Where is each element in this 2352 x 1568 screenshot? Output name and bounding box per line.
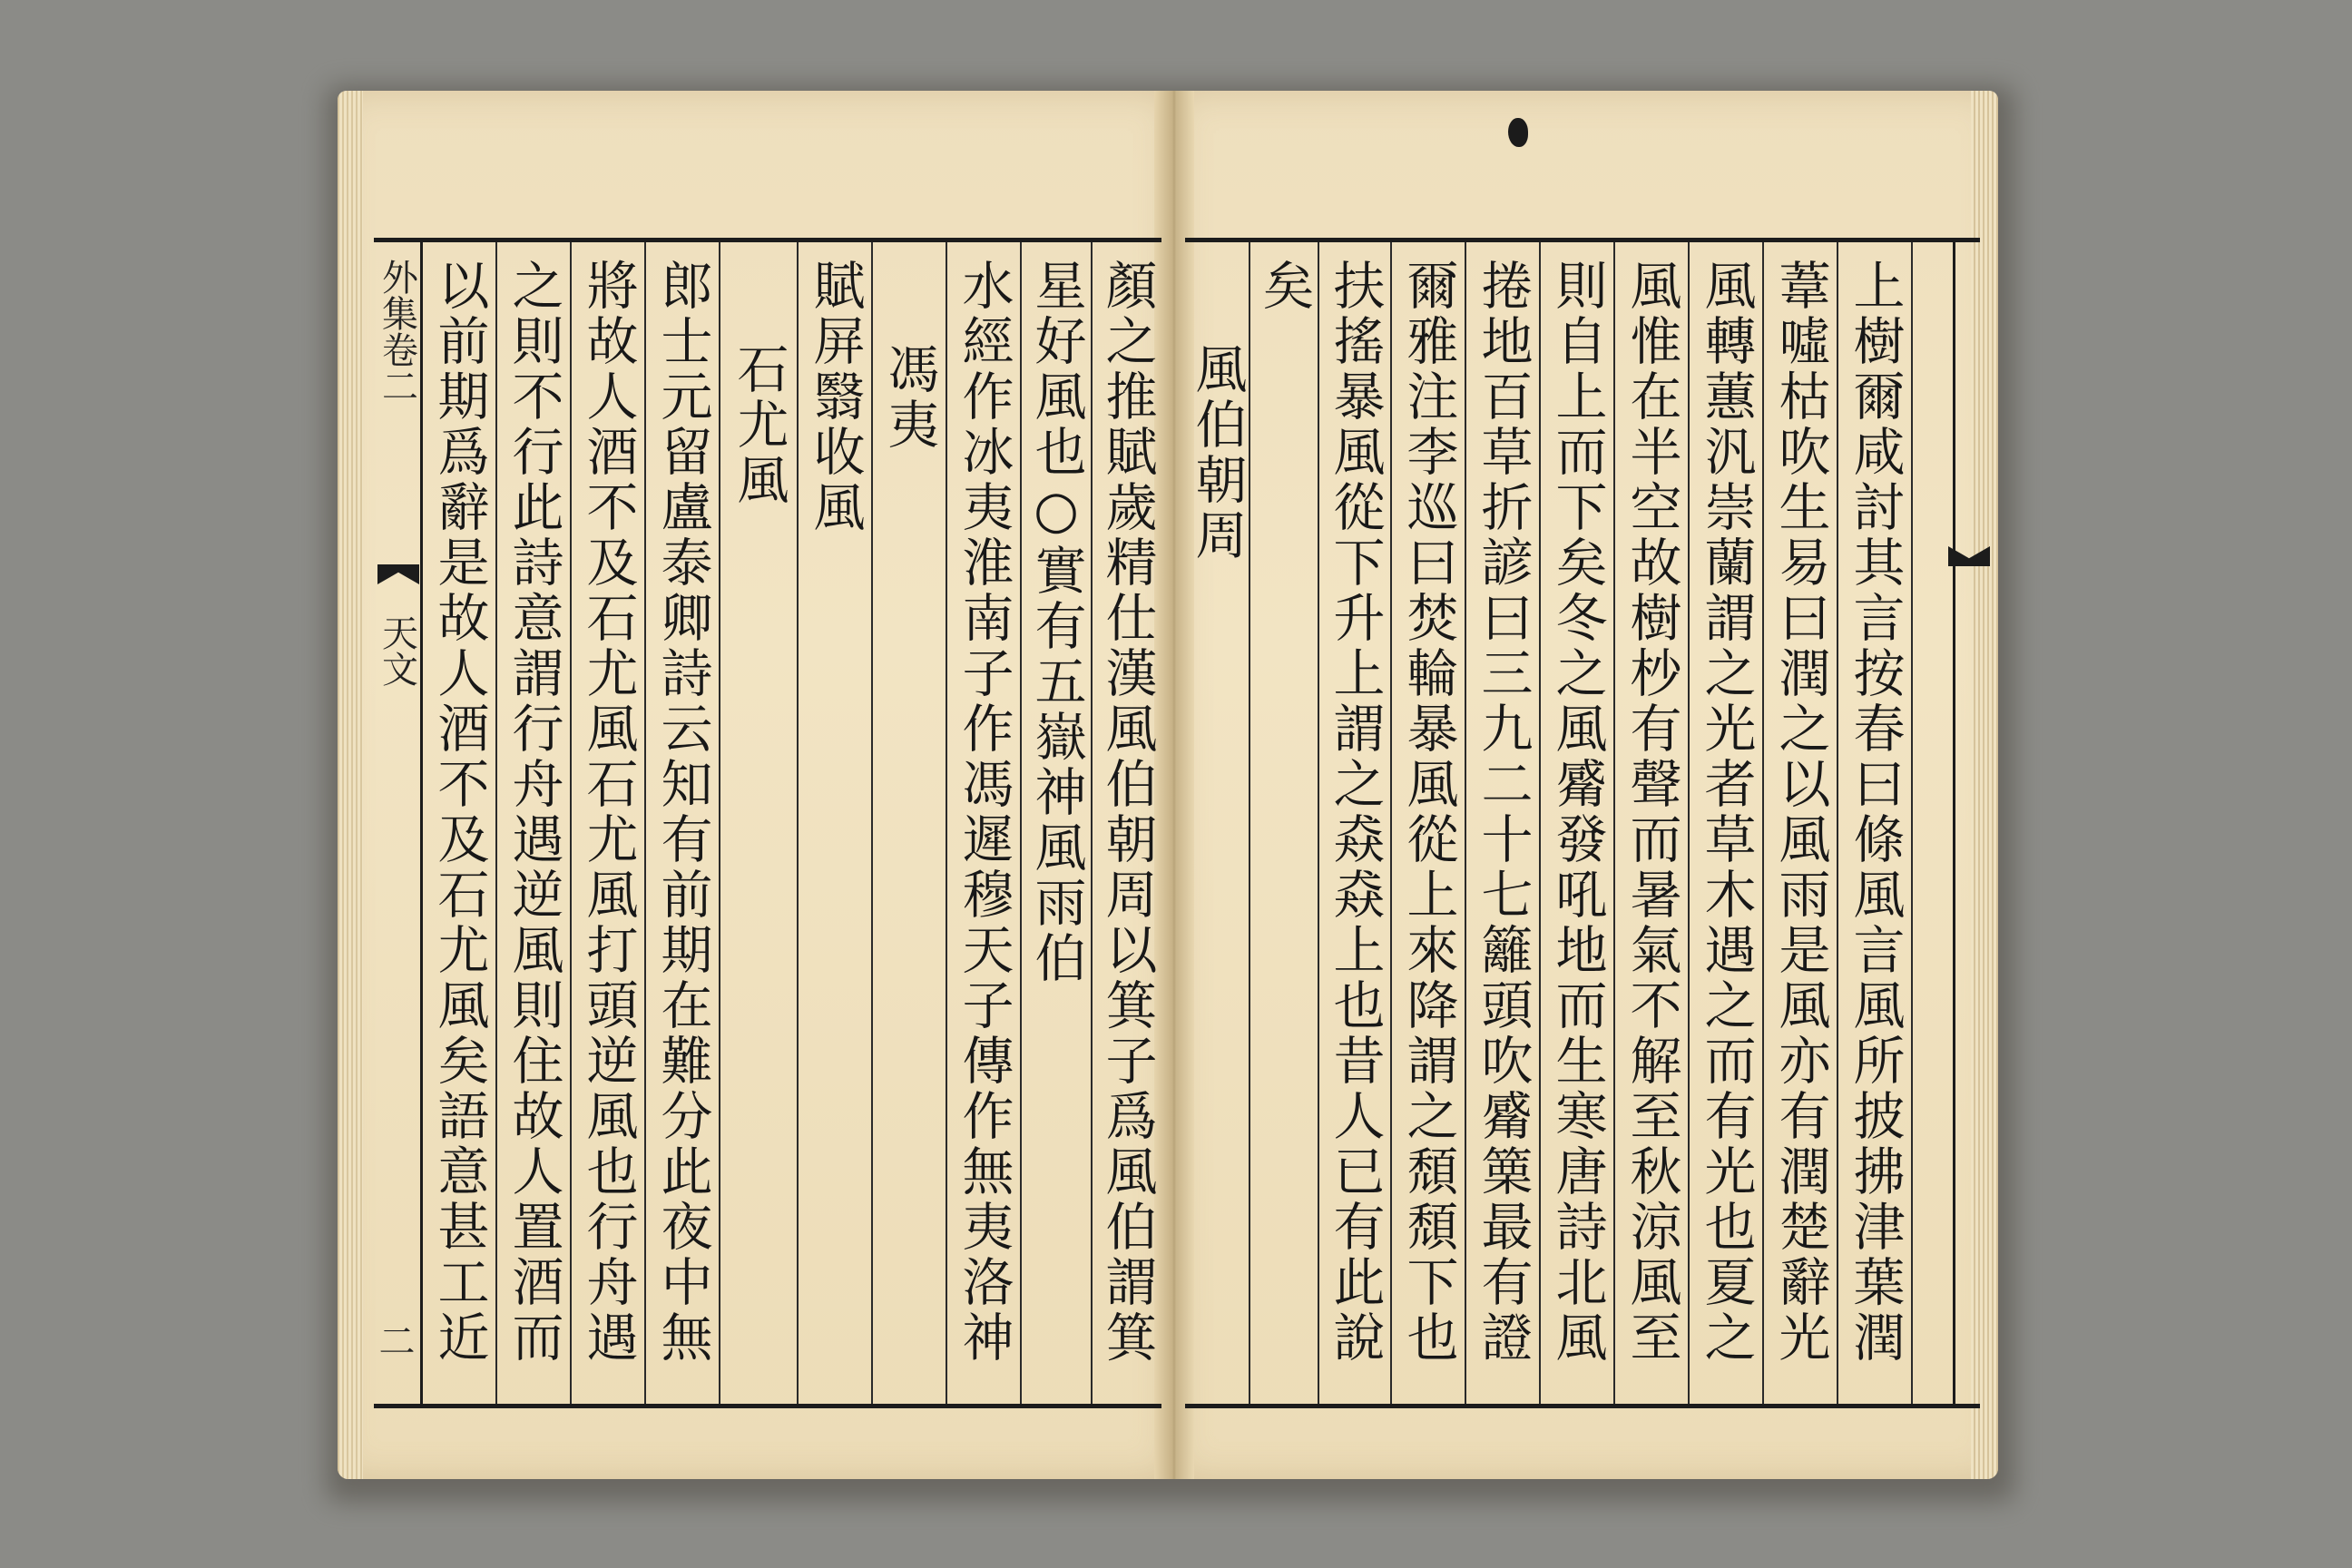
column-text: 以前期爲辭是故人酒不及石尤風矣語意甚工近 xyxy=(429,259,489,1366)
text-column xyxy=(497,242,572,1404)
column-text: 將故人酒不及石尤風石尤風打頭逆風也行舟遇 xyxy=(578,259,638,1366)
text-column xyxy=(1466,242,1541,1404)
column-text: 矣 xyxy=(1254,259,1314,314)
entry-heading: 馮夷 xyxy=(879,342,939,453)
column-text: 水經作冰夷淮南子作馮遲穆天子傳作無夷洛神 xyxy=(954,259,1014,1366)
right-margin-column xyxy=(1953,242,1980,1404)
text-column xyxy=(423,242,497,1404)
heading-column xyxy=(1185,242,1250,1404)
column-text: 上樹爾咸討其言按春曰條風言風所披拂津葉潤 xyxy=(1845,259,1905,1366)
text-column xyxy=(572,242,646,1404)
entry-heading: 石尤風 xyxy=(729,342,789,508)
page-margin-column xyxy=(374,242,423,1404)
heading-column xyxy=(873,242,947,1404)
text-column xyxy=(1093,242,1161,1404)
column-text: 爾雅注李巡曰焚輪暴風從上來降謂之頹頹下也 xyxy=(1398,259,1458,1366)
column-text: 風轉蕙汎崇蘭謂之光者草木遇之而有光也夏之 xyxy=(1696,259,1756,1366)
column-text: 之則不行此詩意謂行舟遇逆風則住故人置酒而 xyxy=(504,259,564,1366)
text-column xyxy=(1022,242,1093,1404)
entry-heading: 風伯朝周 xyxy=(1187,342,1247,564)
text-column xyxy=(1319,242,1392,1404)
column-text: 風惟在半空故樹杪有聲而暑氣不解至秋涼風至 xyxy=(1622,259,1681,1366)
page-number: 二 xyxy=(378,1321,416,1363)
fish-tail-mark xyxy=(377,564,419,584)
text-column xyxy=(1541,242,1615,1404)
column-text: 郎士元留盧泰卿詩云知有前期在難分此夜中無 xyxy=(652,259,712,1366)
text-column xyxy=(646,242,720,1404)
text-column xyxy=(1615,242,1690,1404)
heading-column xyxy=(720,242,799,1404)
column-text: 則自上而下矣冬之風觱發吼地而生寒唐詩北風 xyxy=(1547,259,1607,1366)
column-text: 捲地百草折諺曰三九二十七籬頭吹觱篥最有證 xyxy=(1473,259,1533,1366)
section-title: 天文 xyxy=(376,614,418,687)
column-text: 顏之推賦歲精仕漢風伯朝周以箕子爲風伯謂箕 xyxy=(1097,259,1157,1366)
text-column xyxy=(1838,242,1913,1404)
column-text: 扶搖暴風從下升上謂之猋猋上也昔人已有此說 xyxy=(1325,259,1385,1366)
text-column xyxy=(1250,242,1319,1404)
column-text: 賦屏翳收風 xyxy=(805,259,865,535)
right-text-frame xyxy=(1185,238,1980,1408)
volume-title: 外集卷二 xyxy=(376,259,418,404)
left-text-frame xyxy=(374,238,1161,1408)
column-text: 星好風也○實有五嶽神風雨伯 xyxy=(1026,259,1086,986)
text-column xyxy=(947,242,1022,1404)
text-column xyxy=(799,242,873,1404)
ink-spot xyxy=(1508,118,1528,147)
column-text: 葦噓枯吹生易曰潤之以風雨是風亦有潤楚辭光 xyxy=(1770,259,1830,1366)
text-column xyxy=(1690,242,1764,1404)
text-column xyxy=(1392,242,1466,1404)
text-column xyxy=(1764,242,1838,1404)
